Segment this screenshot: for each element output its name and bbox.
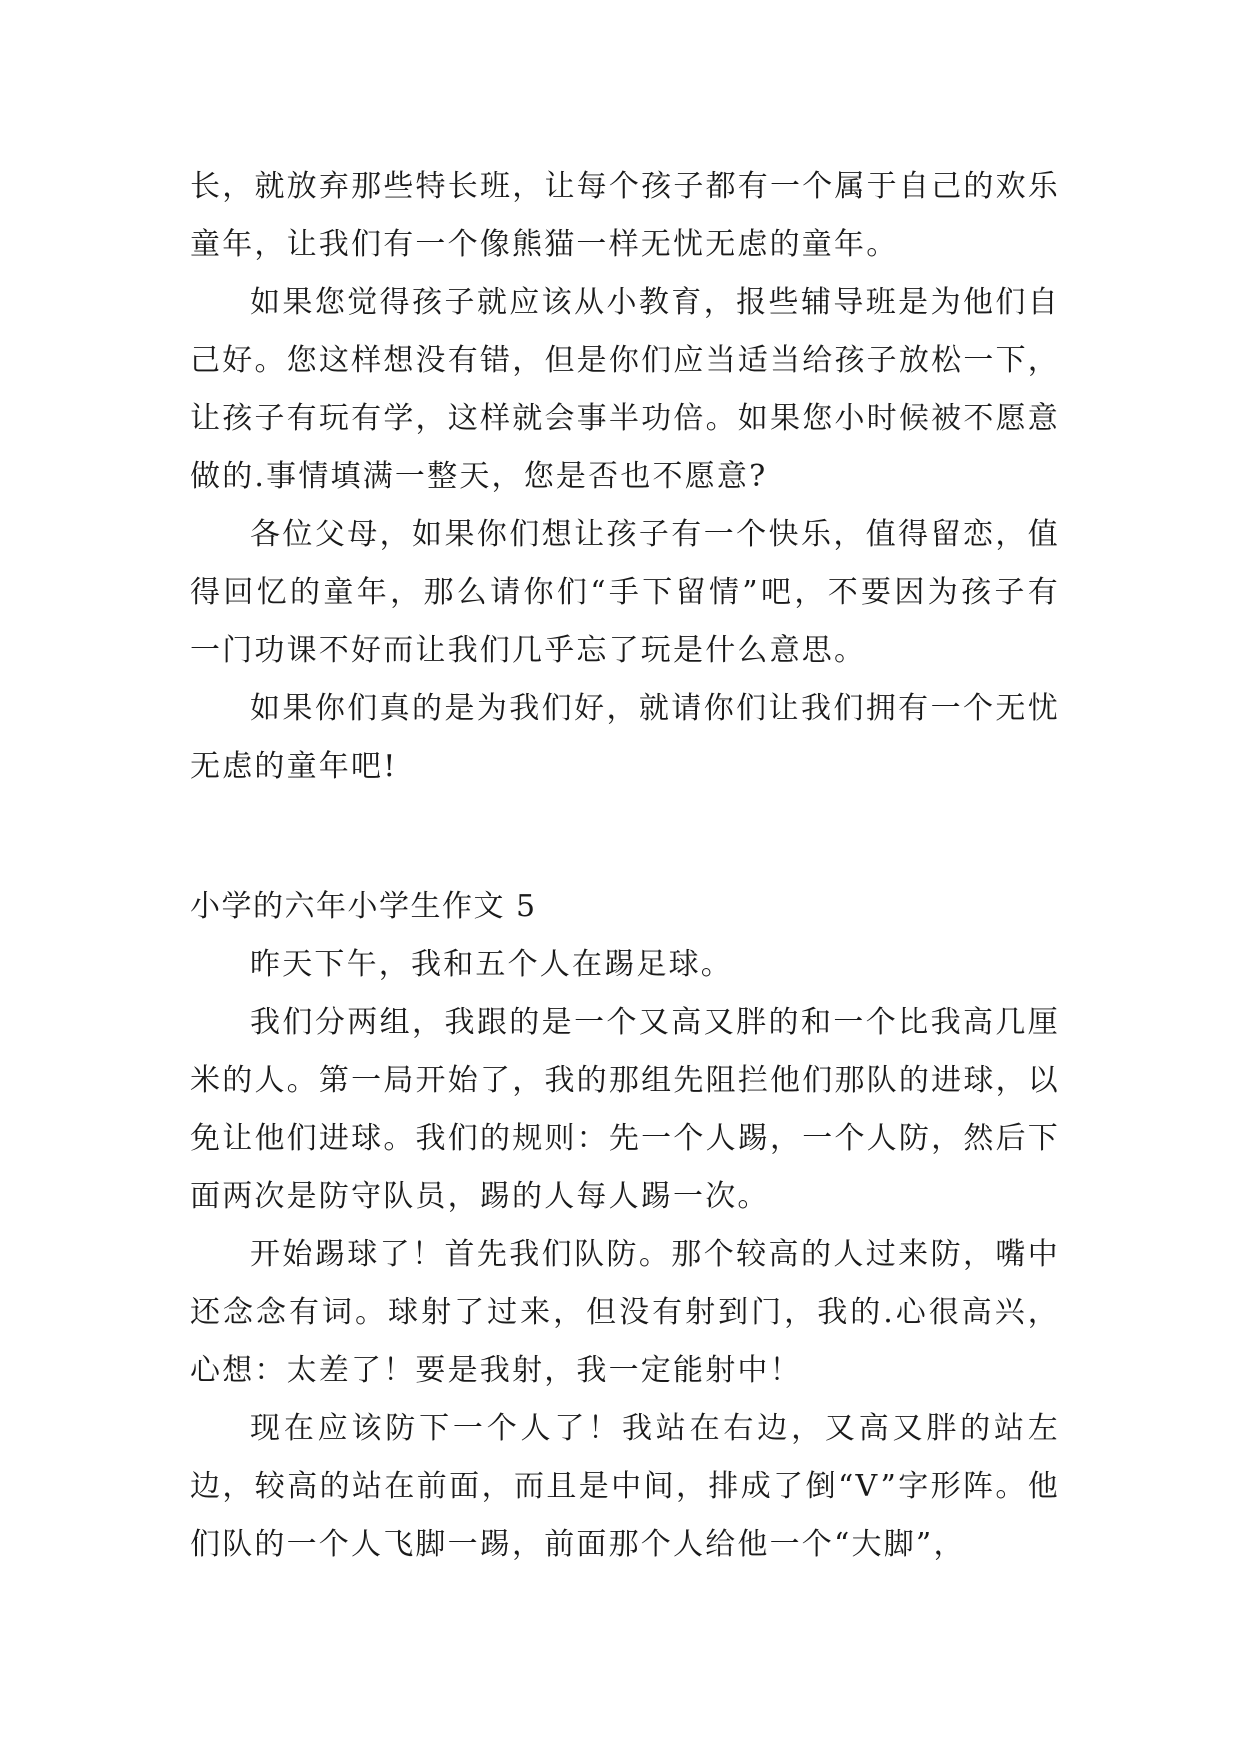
essay-title: 小学的六年小学生作文 5 [190, 889, 537, 924]
paragraph: 昨天下午，我和五个人在踢足球。 [250, 947, 733, 982]
paragraph: 如果你们真的是为我们好，就请你们让我们拥有一个无忧无虑的童年吧! [190, 691, 1060, 784]
essay-section-continued [190, 158, 1060, 796]
paragraph: 开始踢球了！首先我们队防。那个较高的人过来防，嘴中还念念有词。球射了过来，但没有射到门，我的.心很高兴，心想：太差了！要是我射，我一定能射中！ [190, 1237, 1060, 1388]
paragraph: 现在应该防下一个人了！我站在右边，又高又胖的站左边，较高的站在前面，而且是中间，排成了倒“V”字形阵。他们队的一个人飞脚一踢，前面那个人给他一个“大脚”， [190, 1411, 1060, 1562]
paragraph: 如果您觉得孩子就应该从小教育，报些辅导班是为他们自己好。您这样想没有错，但是你们应当适当给孩子放松一下，让孩子有玩有学，这样就会事半功倍。如果您小时候被不愿意做的.事情填满一整天，您是否也不愿意? [190, 285, 1060, 494]
paragraph: 长，就放弃那些特长班，让每个孩子都有一个属于自己的欢乐童年，让我们有一个像熊猫一样无忧无虑的童年。 [190, 169, 1060, 262]
paragraph: 各位父母，如果你们想让孩子有一个快乐，值得留恋，值得回忆的童年，那么请你们“手下留情”吧，不要因为孩子有一门功课不好而让我们几乎忘了玩是什么意思。 [190, 517, 1060, 668]
paragraph: 我们分两组，我跟的是一个又高又胖的和一个比我高几厘米的人。第一局开始了，我的那组先阻拦他们那队的进球，以免让他们进球。我们的规则：先一个人踢，一个人防，然后下面两次是防守队员，踢的人每人踢一次。 [190, 1005, 1060, 1214]
essay-section-5 [190, 878, 1060, 1574]
